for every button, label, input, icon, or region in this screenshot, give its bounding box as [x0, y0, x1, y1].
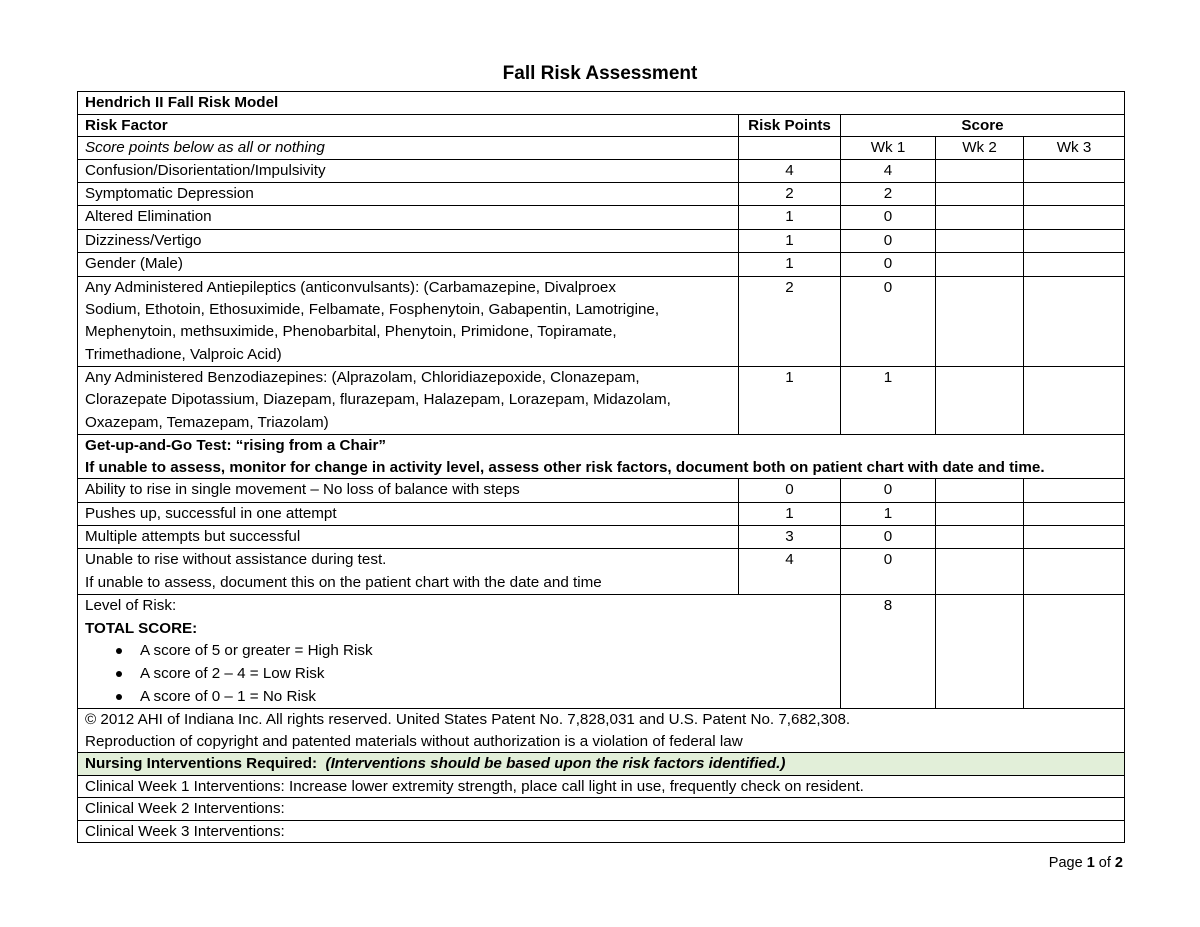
risk-scale-item: A score of 2 – 4 = Low Risk: [85, 663, 833, 686]
wk1-header: Wk 1: [841, 137, 936, 160]
wk1-score[interactable]: 1: [841, 502, 936, 525]
risk-factor-line: Clorazepate Dipotassium, Diazepam, flurazepam, Halazepam, Lorazepam, Midazolam,: [85, 391, 671, 409]
risk-factor-line: Multiple attempts but successful: [85, 528, 301, 546]
risk-factor-label: [78, 206, 739, 229]
risk-factor-line: Any Administered Antiepileptics (anticonvulsants): (Carbamazepine, Divalproex: [85, 278, 616, 296]
wk2-score[interactable]: [936, 206, 1024, 229]
risk-factor-row: [78, 276, 1125, 367]
document-title: Fall Risk Assessment: [502, 63, 698, 84]
risk-factor-line: Pushes up, successful in one attempt: [85, 504, 337, 522]
total-wk3[interactable]: [1024, 595, 1125, 709]
wk1-score[interactable]: 2: [841, 182, 936, 205]
get-up-go-cell: [78, 435, 1125, 479]
total-wk2[interactable]: [936, 595, 1024, 709]
risk-points-value: 1: [739, 367, 841, 435]
intervention-wk2[interactable]: Clinical Week 2 Interventions:: [78, 798, 1125, 821]
wk1-score[interactable]: 0: [841, 276, 936, 367]
risk-points-value: 1: [739, 206, 841, 229]
copyright-line: Reproduction of copyright and patented materials without authorization is a violation of federal law: [85, 732, 743, 750]
risk-factor-row: [78, 206, 1125, 229]
intervention-row: [78, 775, 1125, 798]
wk3-score[interactable]: [1024, 502, 1125, 525]
risk-factor-line: Unable to rise without assistance during test.: [85, 551, 387, 569]
wk3-score[interactable]: [1024, 229, 1125, 252]
get-up-go-row: [78, 435, 1125, 479]
wk2-score[interactable]: [936, 159, 1024, 182]
risk-factor-line: Mephenytoin, methsuximide, Phenobarbital, Phenytoin, Primidone, Topiramate,: [85, 323, 617, 341]
risk-factor-label: [78, 229, 739, 252]
wk3-score[interactable]: [1024, 206, 1125, 229]
risk-points-value: 1: [739, 253, 841, 276]
risk-factor-label: [78, 526, 739, 549]
risk-factor-row: [78, 549, 1125, 595]
risk-factor-label: [78, 159, 739, 182]
wk1-score[interactable]: 0: [841, 526, 936, 549]
wk3-score[interactable]: [1024, 182, 1125, 205]
risk-factor-line: Any Administered Benzodiazepines: (Alprazolam, Chloridiazepoxide, Clonazepam,: [85, 369, 640, 387]
risk-factor-line: Gender (Male): [85, 255, 183, 273]
risk-factor-line: Altered Elimination: [85, 208, 212, 226]
wk1-score[interactable]: 0: [841, 479, 936, 502]
risk-points-value: 4: [739, 159, 841, 182]
intervention-wk1[interactable]: Clinical Week 1 Interventions: Increase lower extremity strength, place call light in use, frequently check on resident.: [78, 775, 1125, 798]
level-row: [78, 595, 1125, 709]
risk-factor-line: Sodium, Ethotoin, Ethosuximide, Felbamate, Fosphenytoin, Gabapentin, Lamotrigine,: [85, 300, 660, 318]
risk-factor-label: [78, 549, 739, 595]
wk3-score[interactable]: [1024, 479, 1125, 502]
risk-points-value: 3: [739, 526, 841, 549]
nursing-label: Nursing Interventions Required:: [85, 755, 318, 773]
wk3-score[interactable]: [1024, 159, 1125, 182]
wk2-score[interactable]: [936, 502, 1024, 525]
wk1-score[interactable]: 0: [841, 549, 936, 595]
instructions-text: Score points below as all or nothing: [78, 137, 739, 160]
risk-scale-list: [85, 640, 833, 708]
wk2-score[interactable]: [936, 253, 1024, 276]
wk2-score[interactable]: [936, 229, 1024, 252]
wk2-score[interactable]: [936, 182, 1024, 205]
get-up-go-heading: Get-up-and-Go Test: “rising from a Chair”: [85, 437, 386, 455]
intervention-row: [78, 798, 1125, 821]
risk-factor-row: [78, 502, 1125, 525]
wk3-score[interactable]: [1024, 253, 1125, 276]
risk-factor-row: [78, 367, 1125, 435]
of-word: of: [1098, 855, 1111, 871]
risk-scale-item: A score of 0 – 1 = No Risk: [85, 686, 833, 709]
page-total: 2: [1114, 855, 1123, 871]
total-score-label: TOTAL SCORE:: [85, 619, 198, 637]
risk-factor-label: [78, 182, 739, 205]
risk-factor-label: [78, 276, 739, 367]
copyright-row: [78, 709, 1125, 753]
header-row: [78, 114, 1125, 137]
model-name: Hendrich II Fall Risk Model: [78, 92, 1125, 115]
risk-factor-row: [78, 253, 1125, 276]
level-label: Level of Risk:: [85, 597, 177, 615]
risk-factor-row: [78, 229, 1125, 252]
score-header: Score: [841, 114, 1125, 137]
risk-factor-header: Risk Factor: [78, 114, 739, 137]
wk3-score[interactable]: [1024, 549, 1125, 595]
page-number: 1: [1086, 855, 1095, 871]
total-wk1[interactable]: 8: [841, 595, 936, 709]
wk2-score[interactable]: [936, 479, 1024, 502]
risk-factor-line: Symptomatic Depression: [85, 184, 254, 202]
wk1-score[interactable]: 0: [841, 253, 936, 276]
wk3-score[interactable]: [1024, 367, 1125, 435]
wk2-score[interactable]: [936, 526, 1024, 549]
risk-points-value: 2: [739, 276, 841, 367]
page-word: Page: [1048, 855, 1083, 871]
risk-factor-row: [78, 479, 1125, 502]
risk-scale-item: A score of 5 or greater = High Risk: [85, 640, 833, 663]
risk-factor-line: Dizziness/Vertigo: [85, 231, 202, 249]
empty-cell: [739, 137, 841, 160]
nursing-note: (Interventions should be based upon the risk factors identified.): [325, 755, 786, 773]
risk-points-value: 0: [739, 479, 841, 502]
model-row: [78, 92, 1125, 115]
risk-factor-row: [78, 526, 1125, 549]
wk2-header: Wk 2: [936, 137, 1024, 160]
wk1-score[interactable]: 1: [841, 367, 936, 435]
risk-factor-label: [78, 479, 739, 502]
wk1-score[interactable]: 4: [841, 159, 936, 182]
copyright-cell: [78, 709, 1125, 753]
risk-points-value: 2: [739, 182, 841, 205]
risk-factor-line: Oxazepam, Temazepam, Triazolam): [85, 413, 329, 431]
copyright-line: © 2012 AHI of Indiana Inc. All rights reserved. United States Patent No. 7,828,031 and U.S. Patent No. 7,682,308.: [85, 711, 851, 729]
risk-factor-label: [78, 253, 739, 276]
wk3-header: Wk 3: [1024, 137, 1125, 160]
risk-factor-line: Confusion/Disorientation/Impulsivity: [85, 161, 326, 179]
level-cell: [78, 595, 841, 709]
risk-points-header: Risk Points: [739, 114, 841, 137]
risk-points-value: 1: [739, 229, 841, 252]
wk1-score[interactable]: 0: [841, 229, 936, 252]
fall-risk-table: [77, 91, 1125, 843]
nursing-cell: [78, 753, 1125, 776]
intervention-row: [78, 820, 1125, 843]
risk-factor-row: [78, 182, 1125, 205]
wk2-score[interactable]: [936, 276, 1024, 367]
risk-points-value: 4: [739, 549, 841, 595]
wk3-score[interactable]: [1024, 526, 1125, 549]
risk-factor-line: Ability to rise in single movement – No loss of balance with steps: [85, 481, 520, 499]
risk-points-value: 1: [739, 502, 841, 525]
intervention-wk3[interactable]: Clinical Week 3 Interventions:: [78, 820, 1125, 843]
risk-factor-row: [78, 159, 1125, 182]
risk-factor-label: [78, 367, 739, 435]
nursing-row: [78, 753, 1125, 776]
risk-factor-label: [78, 502, 739, 525]
wk1-score[interactable]: 0: [841, 206, 936, 229]
wk3-score[interactable]: [1024, 276, 1125, 367]
wk2-score[interactable]: [936, 367, 1024, 435]
page-footer: [1049, 855, 1123, 871]
get-up-go-note: If unable to assess, monitor for change in activity level, assess other risk factors, document both on patient chart with date and time.: [85, 458, 1045, 476]
wk2-score[interactable]: [936, 549, 1024, 595]
subheader-row: [78, 137, 1125, 160]
risk-factor-line: If unable to assess, document this on the patient chart with the date and time: [85, 573, 602, 591]
risk-factor-line: Trimethadione, Valproic Acid): [85, 345, 282, 363]
